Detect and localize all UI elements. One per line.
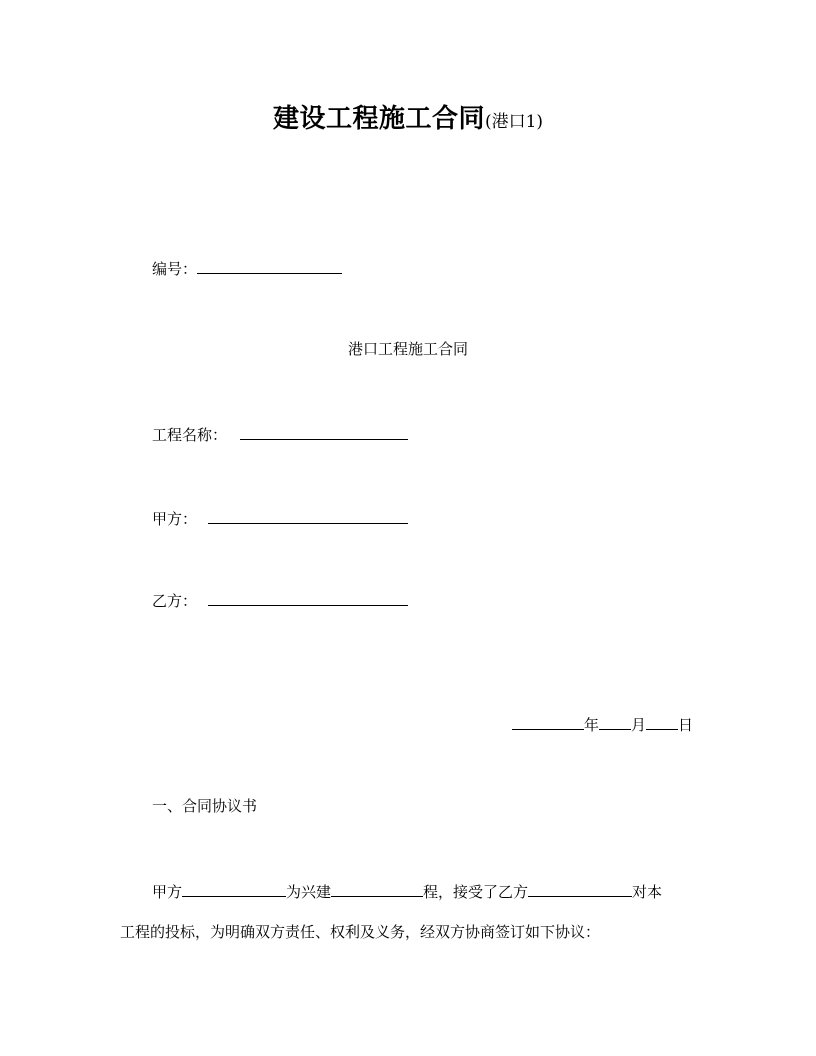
document-title — [0, 98, 816, 135]
contract-number-line — [152, 257, 342, 279]
section-heading: 一、合同协议书 — [152, 797, 258, 815]
project-name-label: 工程名称： — [152, 426, 228, 444]
party-a-name-blank[interactable] — [182, 880, 286, 897]
agreement-paragraph-line-2: 工程的投标，为明确双方责任、权利及义务，经双方协商签订如下协议： — [120, 923, 601, 941]
party-a-blank[interactable] — [208, 507, 408, 524]
party-b-blank[interactable] — [208, 589, 408, 606]
paragraph-part-4: 对本 — [632, 883, 663, 901]
agreement-paragraph-line-1 — [152, 880, 662, 902]
paragraph-part-3: 程，接受了乙方 — [423, 883, 529, 901]
year-label: 年 — [584, 716, 600, 734]
project-name-line — [152, 423, 408, 445]
party-b-name-blank[interactable] — [528, 880, 632, 897]
project-name-blank[interactable] — [240, 423, 408, 440]
month-label: 月 — [631, 716, 647, 734]
date-line — [512, 713, 693, 735]
party-a-line — [152, 507, 408, 529]
title-suffix: (港口1) — [484, 112, 544, 132]
year-blank[interactable] — [512, 713, 584, 730]
document-subtitle: 港口工程施工合同 — [347, 340, 468, 358]
project-blank[interactable] — [331, 880, 423, 897]
party-b-line — [152, 589, 408, 611]
party-b-label: 乙方： — [152, 592, 198, 610]
party-a-label: 甲方： — [152, 510, 198, 528]
day-label: 日 — [678, 716, 694, 734]
contract-number-blank[interactable] — [197, 257, 342, 274]
day-blank[interactable] — [646, 713, 678, 730]
paragraph-part-1: 甲方 — [152, 883, 183, 901]
month-blank[interactable] — [599, 713, 631, 730]
contract-number-label: 编号： — [152, 260, 198, 278]
paragraph-part-2: 为兴建 — [286, 883, 332, 901]
title-main: 建设工程施工合同 — [272, 104, 485, 134]
